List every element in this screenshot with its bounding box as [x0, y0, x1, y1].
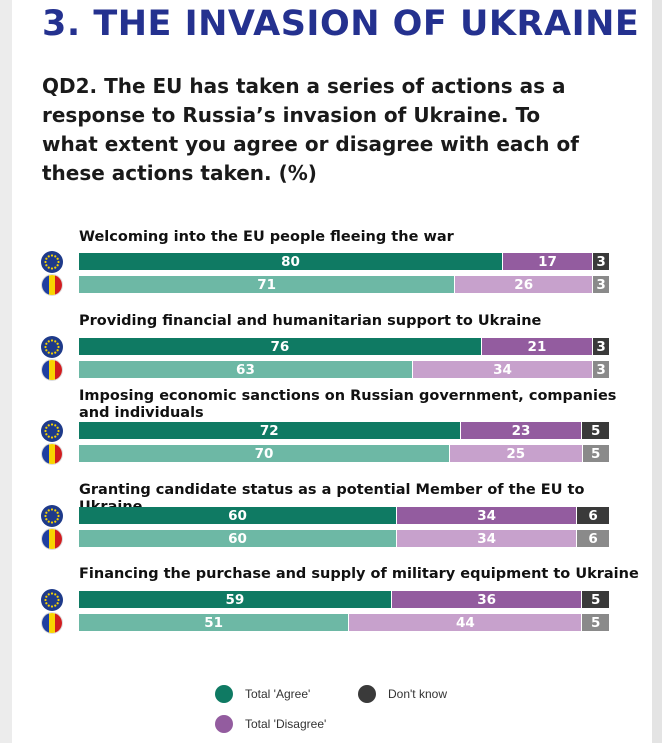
group-label: Welcoming into the EU people fleeing the war	[79, 229, 454, 245]
bar-segment-disagree: 17	[503, 253, 593, 270]
bar-row-eu	[79, 507, 609, 524]
group-label: Financing the purchase and supply of military equipment to Ukraine	[79, 566, 639, 582]
bar-segment-dontknow: 3	[593, 338, 609, 355]
romania-flag-icon	[41, 612, 63, 634]
bar-segment-dontknow: 3	[593, 253, 609, 270]
legend-disagree-swatch	[215, 715, 233, 733]
bar-segment-agree: 70	[79, 445, 450, 462]
legend-disagree-label: Total 'Disagree'	[245, 717, 327, 731]
bar-row-eu	[79, 422, 609, 439]
question-text: QD2. The EU has taken a series of actions as a response to Russia’s invasion of Ukraine. To what extent you agree or disagree with each of these actions taken. (%)	[42, 74, 579, 185]
legend-dontknow-swatch	[358, 685, 376, 703]
romania-flag-icon	[41, 359, 63, 381]
eu-flag-icon	[41, 336, 63, 358]
group-label: Providing financial and humanitarian support to Ukraine	[79, 313, 542, 329]
bar-segment-dontknow: 5	[582, 614, 609, 631]
bar-segment-disagree: 21	[482, 338, 593, 355]
legend-disagree	[215, 715, 326, 733]
bar-segment-dontknow: 6	[577, 507, 609, 524]
bar-row-ro	[79, 276, 609, 293]
bar-row-ro	[79, 530, 609, 547]
eu-flag-icon	[41, 505, 63, 527]
bar-segment-dontknow: 6	[577, 530, 609, 547]
legend-agree-swatch	[215, 685, 233, 703]
bar-segment-agree: 80	[79, 253, 503, 270]
bar-segment-disagree: 36	[392, 591, 583, 608]
bar-segment-dontknow: 5	[583, 445, 610, 462]
bar-row-ro	[79, 361, 609, 378]
bar-segment-disagree: 34	[397, 530, 577, 547]
bar-segment-dontknow: 3	[593, 276, 609, 293]
bar-segment-agree: 60	[79, 530, 397, 547]
bar-segment-disagree: 44	[349, 614, 582, 631]
eu-flag-icon	[41, 251, 63, 273]
bar-segment-disagree: 26	[455, 276, 593, 293]
bar-segment-dontknow: 5	[582, 422, 609, 439]
romania-flag-icon	[41, 443, 63, 465]
romania-flag-icon	[41, 528, 63, 550]
eu-flag-icon	[41, 589, 63, 611]
bar-row-eu	[79, 338, 609, 355]
bar-segment-agree: 72	[79, 422, 461, 439]
legend-dontknow	[358, 685, 447, 703]
bar-segment-agree: 60	[79, 507, 397, 524]
bar-segment-disagree: 23	[461, 422, 583, 439]
eu-flag-icon	[41, 420, 63, 442]
bar-segment-disagree: 34	[397, 507, 577, 524]
group-label: Granting candidate status as a potential Member of the EU to	[79, 482, 585, 498]
group-label: Imposing economic sanctions on Russian government, companies and individuals	[79, 388, 617, 421]
bar-row-eu	[79, 253, 609, 270]
page-edge-left	[0, 0, 12, 743]
legend-agree-label: Total 'Agree'	[245, 687, 311, 701]
bar-segment-agree: 63	[79, 361, 413, 378]
bar-segment-disagree: 25	[450, 445, 583, 462]
bar-segment-agree: 51	[79, 614, 349, 631]
bar-segment-agree: 76	[79, 338, 482, 355]
bar-segment-dontknow: 3	[593, 361, 609, 378]
page-edge-right	[652, 0, 662, 743]
romania-flag-icon	[41, 274, 63, 296]
section-title: 3. THE INVASION OF UKRAINE	[42, 4, 640, 44]
bar-segment-agree: 59	[79, 591, 392, 608]
legend-agree	[215, 685, 310, 703]
bar-row-eu	[79, 591, 609, 608]
bar-row-ro	[79, 614, 609, 631]
legend-dontknow-label: Don't know	[388, 687, 447, 701]
bar-segment-dontknow: 5	[582, 591, 609, 608]
bar-segment-disagree: 34	[413, 361, 593, 378]
bar-segment-agree: 71	[79, 276, 455, 293]
bar-row-ro	[79, 445, 609, 462]
